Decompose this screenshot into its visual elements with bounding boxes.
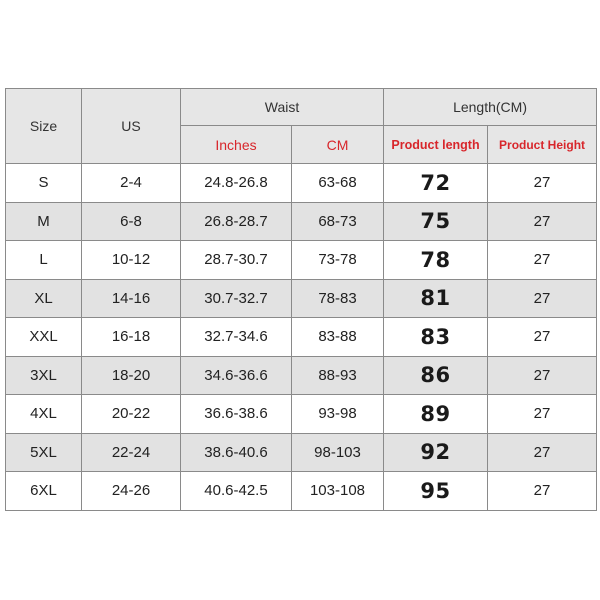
cell-product-length: 75 bbox=[384, 202, 488, 241]
cell-product-height: 27 bbox=[488, 356, 597, 395]
cell-waist-cm: 88-93 bbox=[292, 356, 384, 395]
cell-product-height: 27 bbox=[488, 164, 597, 203]
table-row bbox=[6, 472, 597, 511]
cell-us: 16-18 bbox=[82, 318, 181, 357]
cell-product-height: 27 bbox=[488, 318, 597, 357]
table-body bbox=[6, 164, 597, 511]
cell-waist-inches: 32.7-34.6 bbox=[181, 318, 292, 357]
cell-product-length: 81 bbox=[384, 279, 488, 318]
cell-size: 6XL bbox=[6, 472, 82, 511]
cell-us: 14-16 bbox=[82, 279, 181, 318]
cell-waist-inches: 28.7-30.7 bbox=[181, 241, 292, 280]
cell-waist-inches: 38.6-40.6 bbox=[181, 433, 292, 472]
cell-waist-inches: 40.6-42.5 bbox=[181, 472, 292, 511]
cell-product-height: 27 bbox=[488, 395, 597, 434]
cell-product-length: 95 bbox=[384, 472, 488, 511]
cell-product-length: 83 bbox=[384, 318, 488, 357]
header-row-top bbox=[6, 89, 597, 126]
cell-us: 24-26 bbox=[82, 472, 181, 511]
cell-waist-inches: 34.6-36.6 bbox=[181, 356, 292, 395]
cell-product-length: 89 bbox=[384, 395, 488, 434]
cell-product-length: 86 bbox=[384, 356, 488, 395]
cell-waist-cm: 68-73 bbox=[292, 202, 384, 241]
cell-size: S bbox=[6, 164, 82, 203]
cell-product-height: 27 bbox=[488, 472, 597, 511]
cell-product-length: 78 bbox=[384, 241, 488, 280]
table-row bbox=[6, 164, 597, 203]
cell-waist-cm: 83-88 bbox=[292, 318, 384, 357]
header-length: Length(CM) bbox=[384, 89, 597, 126]
header-inches: Inches bbox=[181, 126, 292, 164]
table-row bbox=[6, 356, 597, 395]
cell-waist-inches: 24.8-26.8 bbox=[181, 164, 292, 203]
cell-us: 18-20 bbox=[82, 356, 181, 395]
table-row bbox=[6, 241, 597, 280]
size-chart-table bbox=[5, 88, 597, 511]
cell-size: M bbox=[6, 202, 82, 241]
header-product-length: Product length bbox=[384, 126, 488, 164]
cell-size: 4XL bbox=[6, 395, 82, 434]
cell-product-height: 27 bbox=[488, 202, 597, 241]
table-row bbox=[6, 279, 597, 318]
table-header bbox=[6, 89, 597, 164]
cell-waist-inches: 26.8-28.7 bbox=[181, 202, 292, 241]
table-row bbox=[6, 433, 597, 472]
header-size: Size bbox=[6, 89, 82, 164]
cell-waist-cm: 78-83 bbox=[292, 279, 384, 318]
table-row bbox=[6, 202, 597, 241]
cell-product-height: 27 bbox=[488, 241, 597, 280]
cell-size: L bbox=[6, 241, 82, 280]
cell-us: 2-4 bbox=[82, 164, 181, 203]
header-cm: CM bbox=[292, 126, 384, 164]
cell-us: 22-24 bbox=[82, 433, 181, 472]
cell-us: 10-12 bbox=[82, 241, 181, 280]
cell-product-height: 27 bbox=[488, 433, 597, 472]
cell-us: 6-8 bbox=[82, 202, 181, 241]
table-row bbox=[6, 395, 597, 434]
cell-waist-inches: 36.6-38.6 bbox=[181, 395, 292, 434]
cell-product-length: 92 bbox=[384, 433, 488, 472]
table-row bbox=[6, 318, 597, 357]
cell-waist-cm: 63-68 bbox=[292, 164, 384, 203]
header-us: US bbox=[82, 89, 181, 164]
cell-waist-cm: 93-98 bbox=[292, 395, 384, 434]
header-product-height: Product Height bbox=[488, 126, 597, 164]
cell-size: 3XL bbox=[6, 356, 82, 395]
cell-product-length: 72 bbox=[384, 164, 488, 203]
cell-size: 5XL bbox=[6, 433, 82, 472]
header-waist: Waist bbox=[181, 89, 384, 126]
cell-waist-cm: 103-108 bbox=[292, 472, 384, 511]
cell-waist-cm: 73-78 bbox=[292, 241, 384, 280]
cell-waist-cm: 98-103 bbox=[292, 433, 384, 472]
cell-waist-inches: 30.7-32.7 bbox=[181, 279, 292, 318]
cell-size: XL bbox=[6, 279, 82, 318]
cell-us: 20-22 bbox=[82, 395, 181, 434]
cell-product-height: 27 bbox=[488, 279, 597, 318]
cell-size: XXL bbox=[6, 318, 82, 357]
